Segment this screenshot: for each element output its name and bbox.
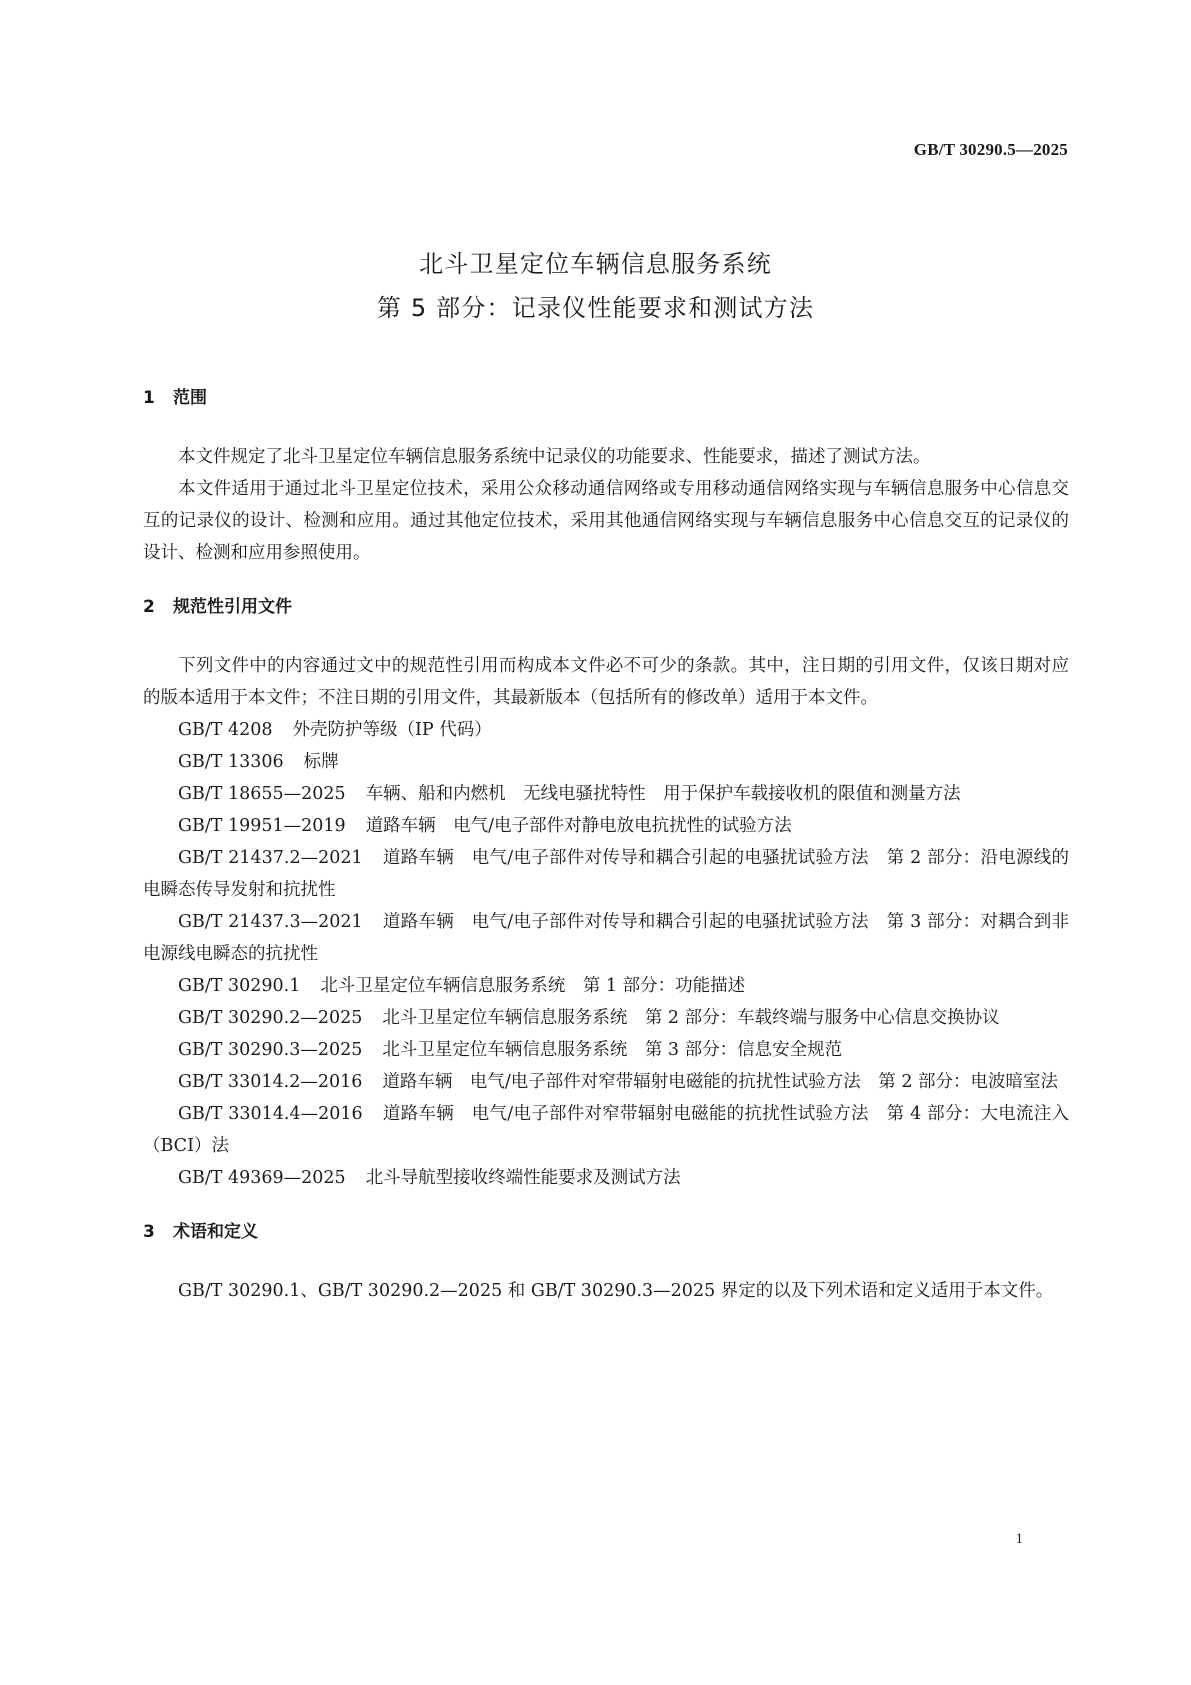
reference-code: GB/T 30290.3—2025 [178, 1040, 363, 1060]
reference-item [143, 1162, 1069, 1194]
reference-title: 道路车辆 电气/电子部件对静电放电抗扰性的试验方法 [365, 816, 792, 836]
reference-item [143, 906, 1069, 970]
reference-item [143, 1066, 1069, 1098]
reference-item [143, 778, 1069, 810]
reference-title: 标牌 [303, 752, 339, 772]
paragraph: 下列文件中的内容通过文中的规范性引用而构成本文件必不可少的条款。其中，注日期的引用文件，仅该日期对应的版本适用于本文件；不注日期的引用文件，其最新版本（包括所有的修改单）适用于本文件。 [143, 656, 1069, 708]
section-2-heading [143, 591, 1069, 623]
reference-item [143, 1034, 1069, 1066]
reference-code: GB/T 21437.2—2021 [178, 848, 363, 868]
section-title: 规范性引用文件 [173, 597, 292, 617]
reference-code: GB/T 30290.2—2025 [178, 1008, 363, 1028]
reference-item [143, 1002, 1069, 1034]
reference-title: 道路车辆 电气/电子部件对窄带辐射电磁能的抗扰性试验方法 第 2 部分：电波暗室法 [382, 1072, 1059, 1092]
reference-code: GB/T 21437.3—2021 [178, 912, 363, 932]
section-number: 1 [143, 388, 155, 408]
standard-code: GB/T 30290.5—2025 [913, 140, 1068, 159]
reference-title: 北斗卫星定位车辆信息服务系统 第 1 部分：功能描述 [320, 976, 746, 996]
paragraph: 本文件规定了北斗卫星定位车辆信息服务系统中记录仪的功能要求、性能要求，描述了测试方法。 [178, 447, 931, 467]
reference-item [143, 714, 1069, 746]
reference-code: GB/T 19951—2019 [178, 816, 346, 836]
reference-title: 北斗导航型接收终端性能要求及测试方法 [365, 1168, 681, 1188]
reference-code: GB/T 33014.2—2016 [178, 1072, 363, 1092]
section-title: 范围 [173, 388, 207, 408]
section-title: 术语和定义 [173, 1222, 258, 1242]
reference-item [143, 810, 1069, 842]
section-number: 3 [143, 1222, 155, 1242]
title-line-2: 第 5 部分：记录仪性能要求和测试方法 [376, 294, 815, 322]
reference-code: GB/T 33014.4—2016 [178, 1104, 363, 1124]
reference-code: GB/T 18655—2025 [178, 784, 346, 804]
section-1-heading [143, 382, 1069, 414]
reference-item [143, 1098, 1069, 1162]
document-body [143, 382, 1069, 1307]
reference-title: 车辆、船和内燃机 无线电骚扰特性 用于保护车载接收机的限值和测量方法 [365, 784, 961, 804]
section-number: 2 [143, 597, 155, 617]
reference-title: 北斗卫星定位车辆信息服务系统 第 2 部分：车载终端与服务中心信息交换协议 [382, 1008, 1000, 1028]
document-title [0, 242, 1191, 330]
reference-title: 外壳防护等级（IP 代码） [292, 720, 492, 740]
paragraph: 本文件适用于通过北斗卫星定位技术，采用公众移动通信网络或专用移动通信网络实现与车辆信息服务中心信息交互的记录仪的设计、检测和应用。通过其他定位技术，采用其他通信网络实现与车辆信息服务中心信息交互的记录仪的设计、检测和应用参照使用。 [143, 479, 1069, 563]
reference-code: GB/T 49369—2025 [178, 1168, 346, 1188]
title-line-1: 北斗卫星定位车辆信息服务系统 [419, 250, 772, 278]
reference-item [143, 842, 1069, 906]
reference-item [143, 970, 1069, 1002]
section-3-heading [143, 1216, 1069, 1248]
page-number: 1 [1015, 1531, 1023, 1547]
reference-title: 道路车辆 电气/电子部件对窄带辐射电磁能的抗扰性试验方法 第 4 部分：大电流注入（BCI）法 [143, 1104, 1070, 1156]
reference-title: 北斗卫星定位车辆信息服务系统 第 3 部分：信息安全规范 [382, 1040, 843, 1060]
reference-code: GB/T 30290.1 [178, 976, 301, 996]
paragraph: GB/T 30290.1、GB/T 30290.2—2025 和 GB/T 30290.3—2025 界定的以及下列术语和定义适用于本文件。 [178, 1281, 1054, 1301]
reference-title: 道路车辆 电气/电子部件对传导和耦合引起的电骚扰试验方法 第 3 部分：对耦合到非电源线电瞬态的抗扰性 [143, 912, 1070, 964]
reference-code: GB/T 13306 [178, 752, 284, 772]
reference-title: 道路车辆 电气/电子部件对传导和耦合引起的电骚扰试验方法 第 2 部分：沿电源线的电瞬态传导发射和抗扰性 [143, 848, 1070, 900]
reference-item [143, 746, 1069, 778]
reference-code: GB/T 4208 [178, 720, 273, 740]
